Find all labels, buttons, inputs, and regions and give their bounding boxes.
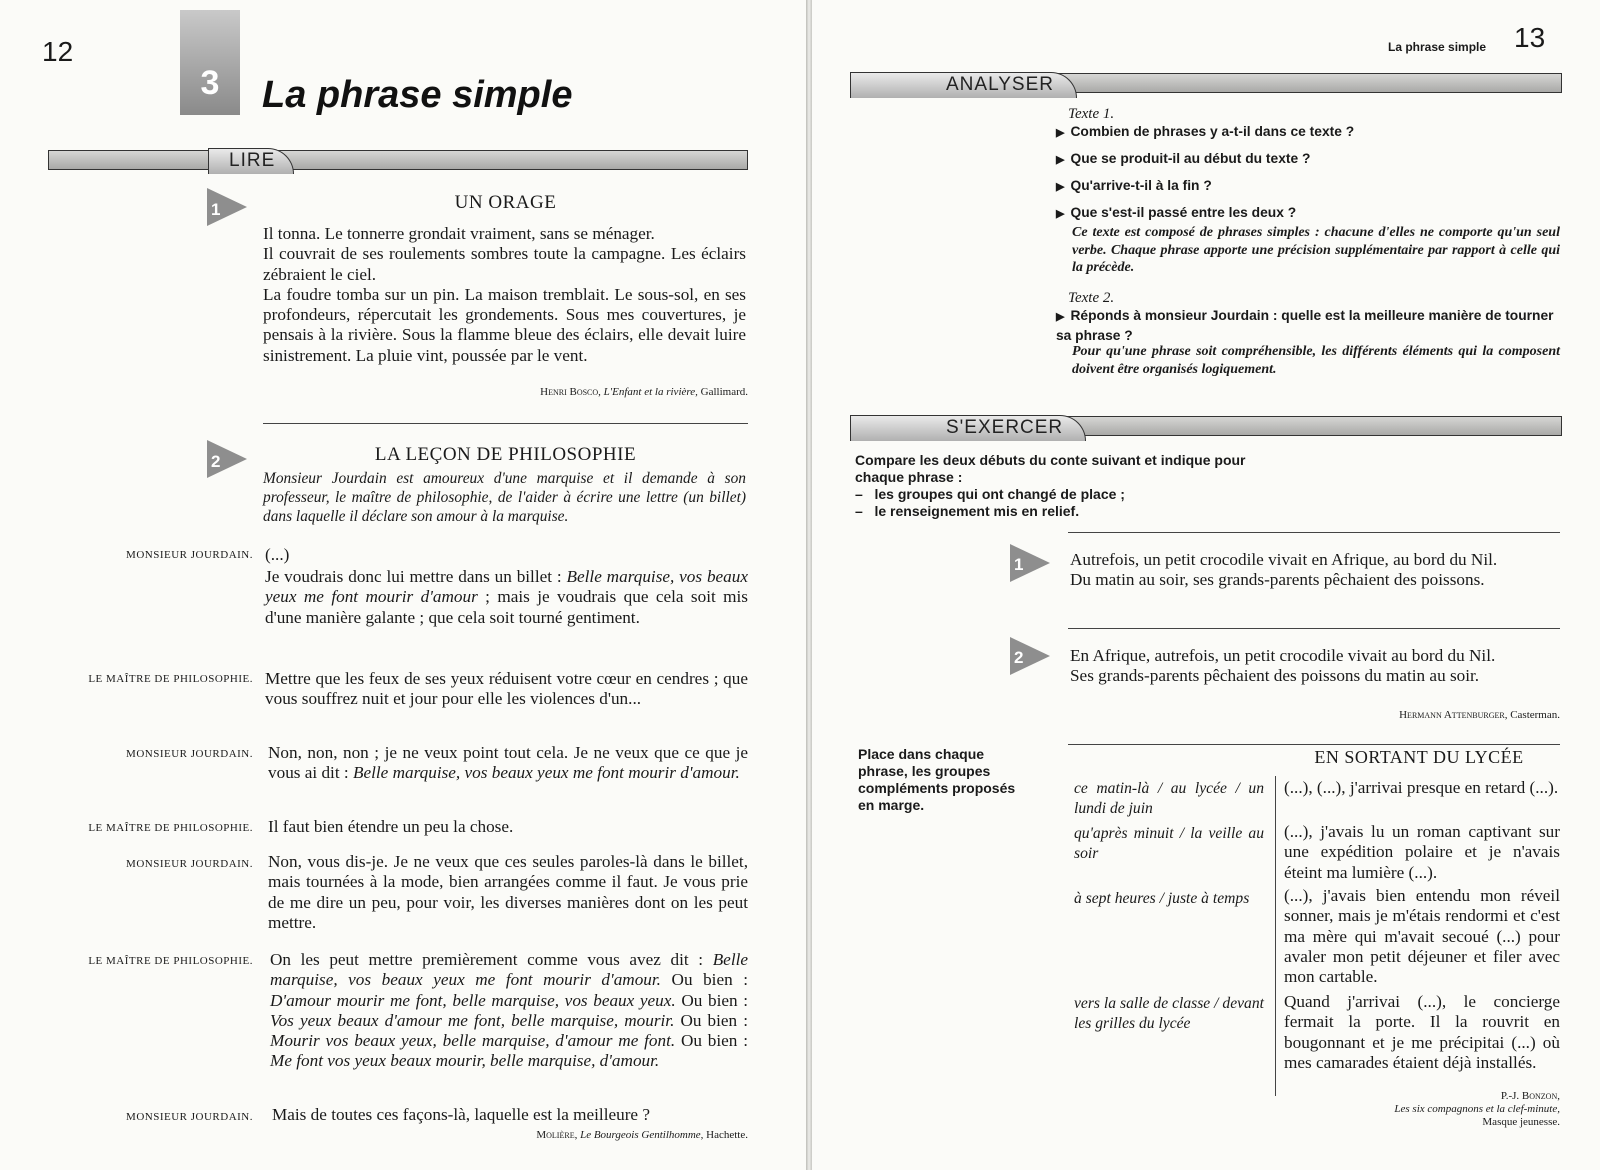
version1-body	[1070, 550, 1560, 591]
version-line: Ses grands-parents pêchaient des poissons du matin au soir.	[1070, 666, 1480, 686]
text1-body	[263, 224, 746, 366]
dialogue-line: Non, vous dis-je. Je ne veux que ces seules paroles-là dans le billet, mais tournées à la mode, bien arrangées comme il faut. Je vous prie de me dire un peu, pour voir, les diverses manières dont on les peut mettre.	[268, 852, 748, 932]
text2-intro: Monsieur Jourdain est amoureux d'une marquise et il demande à son professeur, le maître de philosophie, de l'aider à écrire une lettre (un billet) dans laquelle il déclare son amour à la marquise.	[263, 470, 746, 525]
text2-source	[536, 1129, 748, 1141]
speaker-label: MONSIEUR JOURDAIN.	[126, 549, 253, 561]
speaker-label: MONSIEUR JOURDAIN.	[126, 1111, 253, 1123]
dialogue-line: Il faut bien étendre un peu la chose.	[268, 817, 514, 836]
lycee-paragraph: (...), j'avais lu un roman captivant sur une expédition polaire et je n'avais éteint ma lumière (...).	[1284, 822, 1560, 882]
texte2-label: Texte 2.	[1068, 290, 1115, 306]
chapter-number: 3	[200, 64, 220, 102]
margin-option: ce matin-là / au lycée / un lundi de juin	[1074, 780, 1264, 817]
page-number: 12	[42, 36, 74, 67]
dialogue-line: Non, non, non ; je ne veux point tout cela. Je ne veux que ce que je vous ai dit : Belle marquise, vos beaux yeux me font mourir d'amour.	[268, 743, 748, 783]
chapter-title: La phrase simple	[262, 74, 573, 116]
source-work: Le Bourgeois Gentilhomme,	[580, 1129, 704, 1141]
bullet-arrow-icon: ▶	[1056, 154, 1065, 166]
speaker-label: MONSIEUR JOURDAIN.	[126, 858, 253, 870]
divider	[263, 423, 748, 424]
answer2: Pour qu'une phrase soit compréhensible, les différents éléments qui la composent doivent être organisés logiquement.	[1072, 344, 1560, 377]
question	[1056, 177, 1556, 197]
column-divider	[1275, 776, 1276, 1096]
margin-option: vers la salle de classe / devant les grilles du lycée	[1074, 995, 1264, 1032]
lycee-title: EN SORTANT DU LYCÉE	[1314, 747, 1524, 767]
margin-option: qu'après minuit / la veille au soir	[1074, 825, 1264, 862]
section-tab-analyser: ANALYSER	[850, 72, 1077, 98]
text2-number: 2	[211, 452, 221, 471]
bullet-arrow-icon: ▶	[1056, 127, 1065, 139]
question-text: Qu'arrive-t-il à la fin ?	[1070, 178, 1212, 193]
question-text: Réponds à monsieur Jourdain : quelle est la meilleure manière de tourner sa phrase ?	[1056, 308, 1554, 343]
running-header: La phrase simple	[1388, 40, 1487, 54]
answer1: Ce texte est composé de phrases simples : chacune d'elles ne comporte qu'un seul verbe. Chaque phrase apporte une précision supplémentaire par rapport à celle qui la précède.	[1072, 225, 1560, 275]
text1-number: 1	[211, 200, 221, 219]
exercise-instruction: Compare les deux débuts du conte suivant et indique pour chaque phrase :	[855, 452, 1246, 485]
version2-body	[1070, 646, 1560, 687]
version2-number: 2	[1014, 648, 1024, 667]
speaker-label: LE MAÎTRE DE PHILOSOPHIE.	[88, 673, 253, 685]
dialogue-line: Je voudrais donc lui mettre dans un billet : Belle marquise, vos beaux yeux me font mourir d'amour ; mais je voudrais que cela soit mis d'une manière galante ; que cela soit tourné gentiment.	[265, 567, 748, 627]
question-text: Que se produit-il au début du texte ?	[1070, 151, 1311, 166]
version-line: Autrefois, un petit crocodile vivait en Afrique, au bord du Nil.	[1070, 550, 1498, 569]
dialogue-line: On les peut mettre premièrement comme vous avez dit : Belle marquise, vos beaux yeux me font mourir d'amour. Ou bien : D'amour mourir me font, belle marquise, vos beaux yeux. Ou bien : Vos yeux beaux d'amour me font, belle marquise, mourir. Ou bien : Mourir vos beaux yeux, belle marquise, d'amour me font. Ou bien : Me font vos yeux beaux mourir, belle marquise, d'amour.	[270, 950, 749, 1071]
version-line: Du matin au soir, ses grands-parents pêchaient des poissons.	[1070, 570, 1485, 590]
speaker-label: MONSIEUR JOURDAIN.	[126, 748, 253, 760]
question-text: Combien de phrases y a-t-il dans ce texte ?	[1070, 124, 1355, 139]
bullet-arrow-icon: ▶	[1056, 181, 1065, 193]
lycee-paragraph: Quand j'arrivai (...), le concierge fermait la porte. Il la rouvrit en bougonnant et je me précipitai (...) où mes camarades étaient déjà installés.	[1284, 992, 1560, 1072]
version-line: En Afrique, autrefois, un petit crocodile vivait au bord du Nil.	[1070, 646, 1496, 665]
text1-line: Il tonna. Le tonnerre grondait vraiment, sans se ménager.	[263, 224, 655, 243]
section-tab-exercer: S'EXERCER	[850, 415, 1086, 441]
text1-line: Il couvrait de ses roulements sombres toute la campagne. Les éclairs zébraient le ciel.	[263, 244, 746, 284]
source-author: P.-J. Bonzon,	[1500, 1090, 1560, 1102]
texte1-label: Texte 1.	[1068, 106, 1115, 122]
section-band	[48, 150, 748, 170]
source-publisher: Hachette.	[706, 1129, 748, 1141]
divider	[1068, 532, 1560, 533]
question	[1056, 123, 1556, 143]
version1-number: 1	[1014, 555, 1024, 574]
source-author: Henri Bosco,	[540, 386, 601, 398]
source-work: L'Enfant et la rivière,	[603, 386, 698, 398]
side-instruction: Place dans chaque phrase, les groupes compléments proposés en marge.	[858, 746, 1016, 813]
question	[1056, 150, 1556, 170]
exercise-item: – le renseignement mis en relief.	[855, 503, 1080, 519]
section-tab-lire: LIRE	[208, 148, 294, 174]
margin-option: à sept heures / juste à temps	[1074, 890, 1250, 907]
exercise-item: – les groupes qui ont changé de place ;	[855, 486, 1125, 502]
source-publisher: Casterman.	[1510, 709, 1560, 721]
divider	[1068, 744, 1560, 745]
text2-title: LA LEÇON DE PHILOSOPHIE	[374, 444, 637, 465]
text1-source	[540, 386, 748, 398]
dialogue-line: Mettre que les feux de ses yeux réduisent votre cœur en cendres ; que vous souffrez nuit et jour pour elle les violences d'un...	[265, 669, 748, 709]
question	[1056, 307, 1562, 344]
lycee-source	[1394, 1090, 1560, 1129]
right-page	[812, 0, 1600, 1170]
source-author: Hermann Attenburger,	[1399, 709, 1508, 721]
speaker-label: LE MAÎTRE DE PHILOSOPHIE.	[88, 955, 253, 967]
exercise-item-text: le renseignement mis en relief.	[874, 503, 1080, 519]
dialogue-line: (...)	[265, 545, 290, 564]
dialogue-line: Mais de toutes ces façons-là, laquelle est la meilleure ?	[272, 1105, 650, 1124]
bullet-arrow-icon: ▶	[1056, 208, 1065, 220]
question	[1056, 204, 1556, 224]
page-number: 13	[1514, 22, 1546, 53]
speaker-label: LE MAÎTRE DE PHILOSOPHIE.	[88, 822, 253, 834]
text1-title: UN ORAGE	[454, 192, 557, 213]
version2-source	[1399, 709, 1560, 721]
exercise-item-text: les groupes qui ont changé de place ;	[874, 486, 1125, 502]
divider	[1068, 628, 1560, 629]
source-publisher: Gallimard.	[700, 386, 748, 398]
lycee-paragraph: (...), j'avais bien entendu mon réveil sonner, mais je m'étais rendormi et c'est ma mère qui m'avait secoué (...) pour avaler mon petit déjeuner et filer avec mon cartable.	[1284, 886, 1560, 987]
question-text: Que s'est-il passé entre les deux ?	[1070, 205, 1297, 220]
text1-line: La foudre tomba sur un pin. La maison tremblait. Le sous-sol, en ses profondeurs, répercutait les grondements. Sous mes couvertures, je pensais à la rivière. Sous la flamme bleue des éclairs, elle devait luire sinistrement. La pluie vint, poussée par le vent.	[263, 284, 746, 365]
source-author: Molière,	[536, 1129, 578, 1141]
bullet-arrow-icon: ▶	[1056, 311, 1065, 323]
lycee-paragraph: (...), (...), j'arrivai presque en retard (...).	[1284, 778, 1559, 797]
source-work: Les six compagnons et la clef-minute,	[1394, 1103, 1560, 1115]
source-publisher: Masque jeunesse.	[1482, 1116, 1560, 1128]
